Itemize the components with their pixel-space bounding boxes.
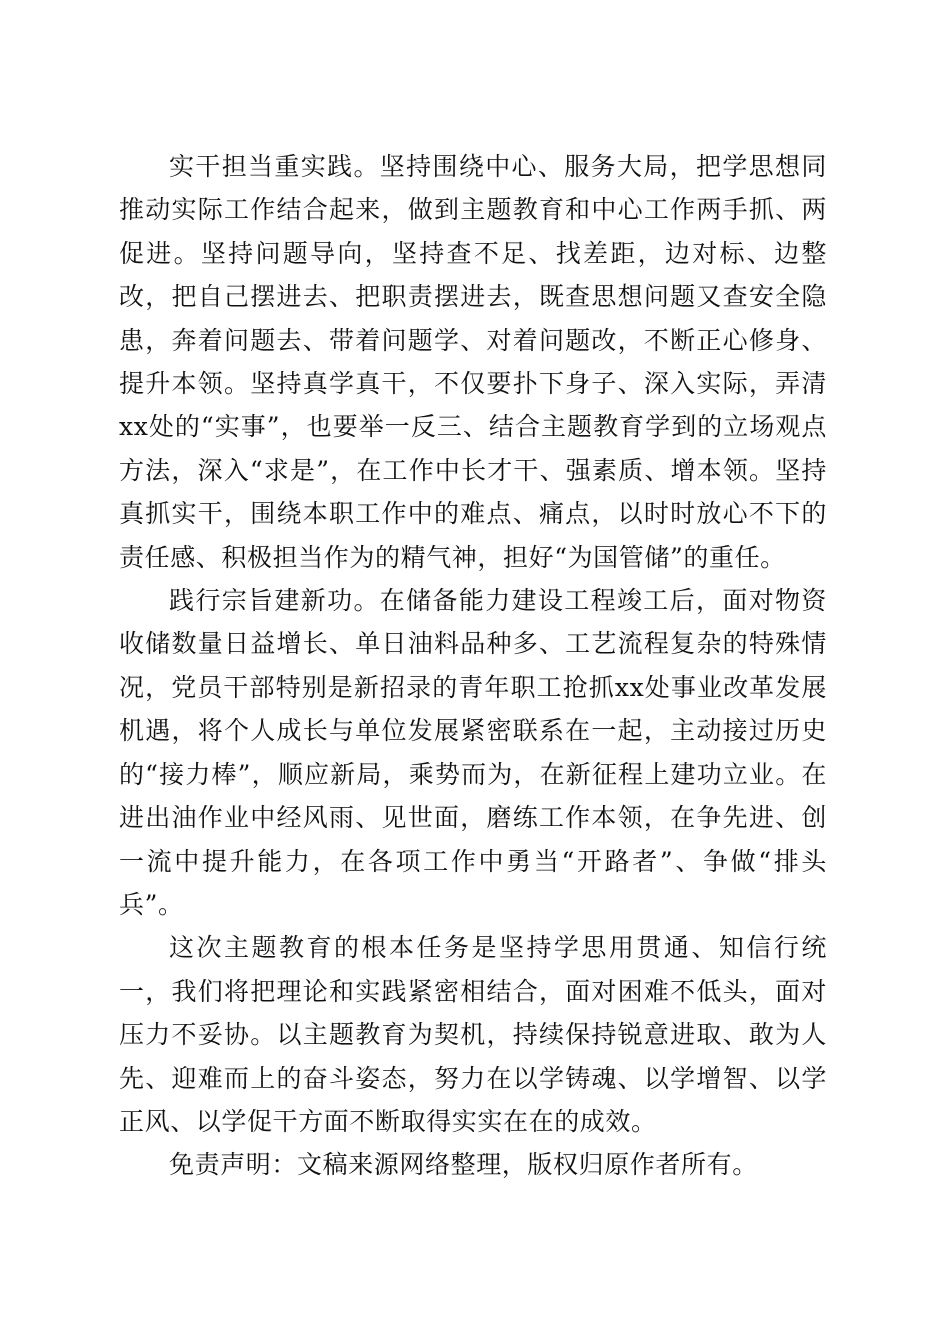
- paragraph-practice: 实干担当重实践。坚持围绕中心、服务大局，把学思想同推动实际工作结合起来，做到主题教育和中心工作两手抓、两促进。坚持问题导向，坚持查不足、找差距，边对标、边整改，把自己摆进去、把职责摆进去，既查思想问题又查安全隐患，奔着问题去、带着问题学、对着问题改，不断正心修身、提升本领。坚持真学真干，不仅要扑下身子、深入实际，弄清xx处的“实事”，也要举一反三、结合主题教育学到的立场观点方法，深入“求是”，在工作中长才干、强素质、增本领。坚持真抓实干，围绕本职工作中的难点、痛点，以时时放心不下的责任感、积极担当作为的精气神，担好“为国管储”的重任。: [119, 152, 827, 572]
- document-body: [119, 145, 827, 1187]
- paragraph-mission: 践行宗旨建新功。在储备能力建设工程竣工后，面对物资收储数量日益增长、单日油料品种多、工艺流程复杂的特殊情况，党员干部特别是新招录的青年职工抢抓xx处事业改革发展机遇，将个人成长与单位发展紧密联系在一起，主动接过历史的“接力棒”，顺应新局，乘势而为，在新征程上建功立业。在进出油作业中经风雨、见世面，磨练工作本领，在争先进、创一流中提升能力，在各项工作中勇当“开路者”、争做“排头兵”。: [119, 586, 827, 919]
- disclaimer: 免责声明：文稿来源网络整理，版权归原作者所有。: [169, 1150, 758, 1180]
- paragraph-theme-education: 这次主题教育的根本任务是坚持学思用贯通、知信行统一，我们将把理论和实践紧密相结合，面对困难不低头，面对压力不妥协。以主题教育为契机，持续保持锐意进取、敢为人先、迎难而上的奋斗姿态，努力在以学铸魂、以学增智、以学正风、以学促干方面不断取得实实在在的成效。: [119, 933, 827, 1136]
